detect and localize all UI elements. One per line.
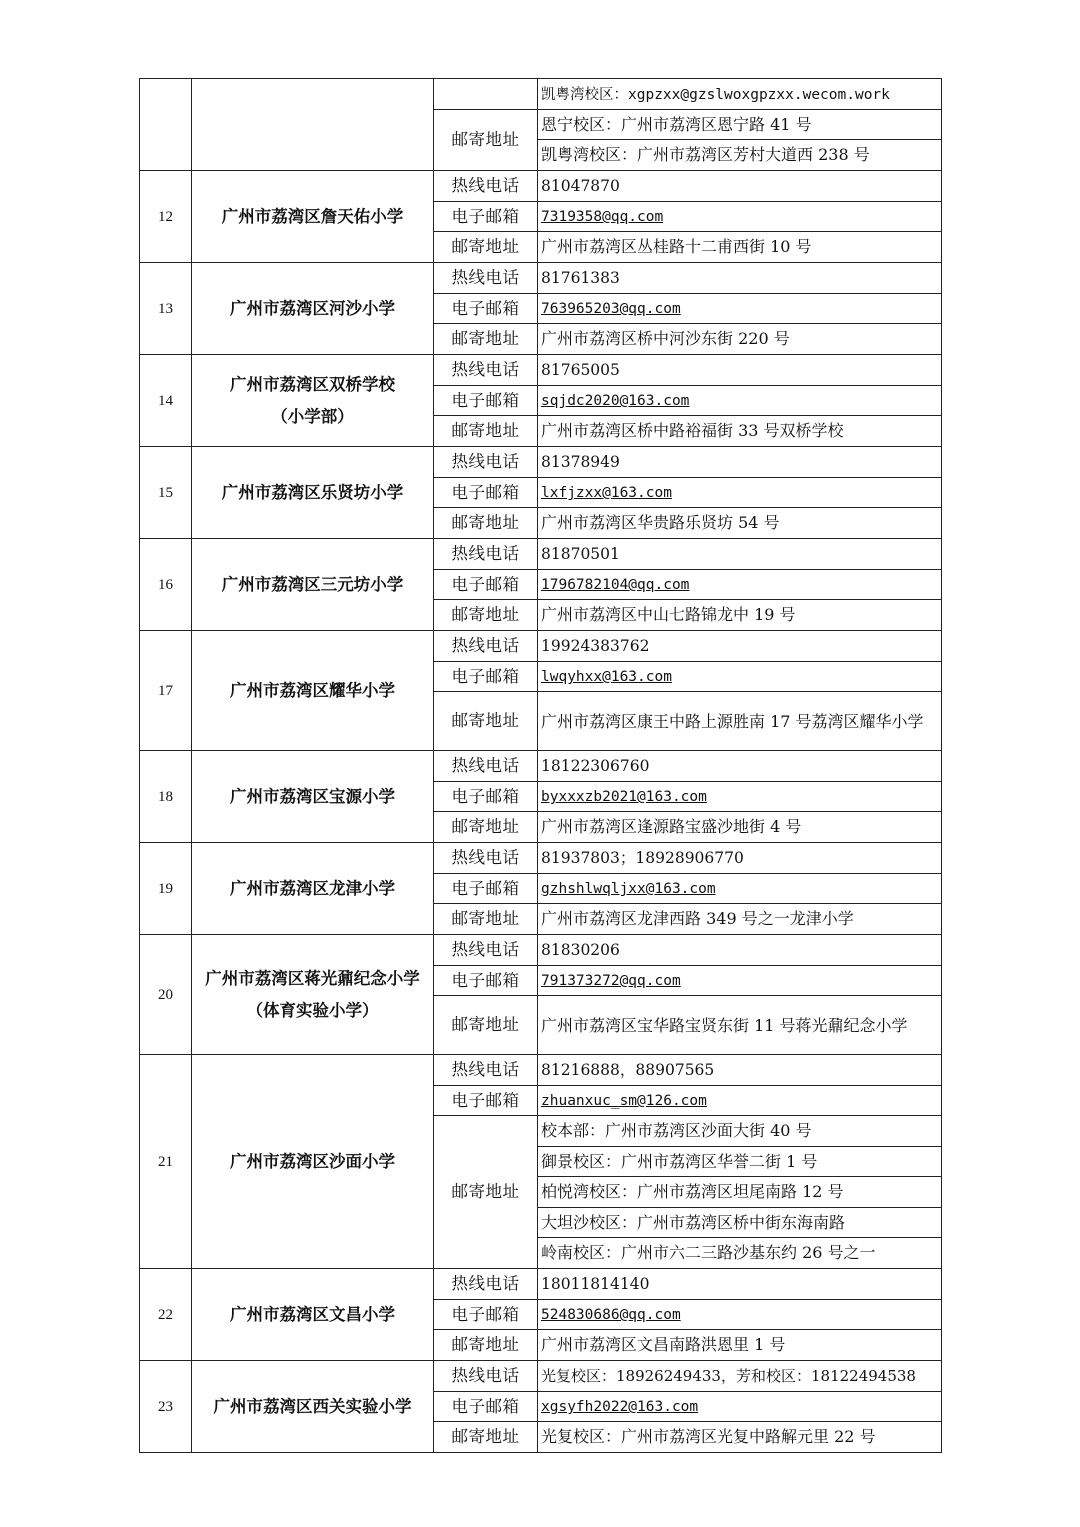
phone-value: 19924383762 [538,631,942,662]
school-name: 广州市荔湾区宝源小学 [192,751,434,843]
school-name: 广州市荔湾区龙津小学 [192,843,434,935]
mail-label: 邮寄地址 [434,232,538,263]
mail-value: 广州市荔湾区龙津西路 349 号之一龙津小学 [538,904,942,935]
phone-label: 热线电话 [434,631,538,662]
row-number: 16 [140,539,192,631]
email-link[interactable]: 1796782104@qq.com [538,570,942,600]
mail-value: 广州市荔湾区逢源路宝盛沙地街 4 号 [538,812,942,843]
email-label: 电子邮箱 [434,202,538,232]
phone-label: 热线电话 [434,843,538,874]
email-link[interactable]: byxxxzb2021@163.com [538,782,942,812]
row-number: 23 [140,1361,192,1453]
mail-value: 广州市荔湾区桥中路裕福街 33 号双桥学校 [538,416,942,447]
mail-label: 邮寄地址 [434,1422,538,1453]
mail-label: 邮寄地址 [434,692,538,751]
mail-value: 广州市荔湾区桥中河沙东街 220 号 [538,324,942,355]
mail-value: 恩宁校区：广州市荔湾区恩宁路 41 号 [538,110,942,140]
school-name: 广州市荔湾区文昌小学 [192,1269,434,1361]
table-row [140,1055,942,1086]
table-row [140,751,942,782]
mail-value: 校本部：广州市荔湾区沙面大街 40 号 [538,1116,942,1147]
school-name-cell [192,355,434,447]
email-link[interactable]: sqjdc2020@163.com [538,386,942,416]
phone-label: 热线电话 [434,539,538,570]
email-label: 电子邮箱 [434,662,538,692]
mail-value: 广州市荔湾区康王中路上源胜南 17 号荔湾区耀华小学 [538,692,942,751]
phone-value: 18122306760 [538,751,942,782]
phone-label: 热线电话 [434,1055,538,1086]
row-number: 13 [140,263,192,355]
table-row [140,1361,942,1392]
phone-value: 18011814140 [538,1269,942,1300]
row-number: 12 [140,171,192,263]
phone-label: 热线电话 [434,751,538,782]
row-number: 17 [140,631,192,751]
email-label: 电子邮箱 [434,1086,538,1116]
phone-value: 81378949 [538,447,942,478]
row-number: 15 [140,447,192,539]
mail-value: 广州市荔湾区文昌南路洪恩里 1 号 [538,1330,942,1361]
table-row [140,1269,942,1300]
email-link[interactable]: lxfjzxx@163.com [538,478,942,508]
school-name: 广州市荔湾区沙面小学 [192,1055,434,1269]
mail-value: 广州市荔湾区丛桂路十二甫西街 10 号 [538,232,942,263]
email-link[interactable]: 763965203@qq.com [538,294,942,324]
phone-value: 81047870 [538,171,942,202]
row-number: 18 [140,751,192,843]
phone-value: 81830206 [538,935,942,966]
phone-value: 81765005 [538,355,942,386]
mail-label: 邮寄地址 [434,812,538,843]
table-row [140,79,942,110]
table-row [140,843,942,874]
phone-value: 81870501 [538,539,942,570]
phone-label: 热线电话 [434,355,538,386]
mail-label: 邮寄地址 [434,110,538,171]
row-number-cell [140,79,192,171]
school-name: 广州市荔湾区詹天佑小学 [192,171,434,263]
email-link[interactable]: gzhshlwqljxx@163.com [538,874,942,904]
email-label: 电子邮箱 [434,1392,538,1422]
email-link[interactable]: xgsyfh2022@163.com [538,1392,942,1422]
school-name: 广州市荔湾区西关实验小学 [192,1361,434,1453]
email-label: 电子邮箱 [434,294,538,324]
email-value: 凯粤湾校区：xgpzxx@gzslwoxgpzxx.wecom.work [538,79,942,110]
table-row [140,171,942,202]
row-number: 19 [140,843,192,935]
mail-label: 邮寄地址 [434,904,538,935]
email-link[interactable]: 7319358@qq.com [538,202,942,232]
email-label: 电子邮箱 [434,966,538,996]
mail-label: 邮寄地址 [434,324,538,355]
email-label: 电子邮箱 [434,782,538,812]
phone-label: 热线电话 [434,447,538,478]
row-number: 14 [140,355,192,447]
table-row [140,935,942,966]
phone-value: 81761383 [538,263,942,294]
mail-label: 邮寄地址 [434,600,538,631]
phone-label: 热线电话 [434,171,538,202]
school-name-sub: （小学部） [271,406,354,426]
school-name: 广州市荔湾区河沙小学 [192,263,434,355]
school-name: 广州市荔湾区双桥学校 [230,374,395,394]
email-label: 电子邮箱 [434,1300,538,1330]
label-cell [434,79,538,110]
phone-label: 热线电话 [434,263,538,294]
email-link[interactable]: 524830686@qq.com [538,1300,942,1330]
mail-value: 御景校区：广州市荔湾区华誉二街 1 号 [538,1147,942,1177]
school-name: 广州市荔湾区蒋光鼐纪念小学 [205,968,420,988]
table-row [140,539,942,570]
mail-value: 柏悦湾校区：广州市荔湾区坦尾南路 12 号 [538,1177,942,1208]
mail-value: 凯粤湾校区：广州市荔湾区芳村大道西 238 号 [538,140,942,171]
mail-value: 广州市荔湾区宝华路宝贤东街 11 号蒋光鼐纪念小学 [538,996,942,1055]
email-link[interactable]: lwqyhxx@163.com [538,662,942,692]
phone-label: 热线电话 [434,935,538,966]
row-number: 21 [140,1055,192,1269]
mail-label: 邮寄地址 [434,508,538,539]
phone-value: 81937803；18928906770 [538,843,942,874]
row-number: 22 [140,1269,192,1361]
table-row [140,631,942,662]
mail-value: 光复校区：广州市荔湾区光复中路解元里 22 号 [538,1422,942,1453]
mail-value: 岭南校区：广州市六二三路沙基东约 26 号之一 [538,1238,942,1269]
mail-value: 广州市荔湾区中山七路锦龙中 19 号 [538,600,942,631]
school-name: 广州市荔湾区耀华小学 [192,631,434,751]
phone-value: 光复校区：18926249433，芳和校区：18122494538 [538,1361,942,1392]
email-label: 电子邮箱 [434,570,538,600]
email-label: 电子邮箱 [434,874,538,904]
school-name-sub: （体育实验小学） [246,1000,379,1020]
school-contact-table [139,78,942,1453]
email-link[interactable]: 791373272@qq.com [538,966,942,996]
school-name: 广州市荔湾区乐贤坊小学 [192,447,434,539]
email-label: 电子邮箱 [434,386,538,416]
mail-label: 邮寄地址 [434,1116,538,1269]
mail-value: 广州市荔湾区华贵路乐贤坊 54 号 [538,508,942,539]
mail-label: 邮寄地址 [434,1330,538,1361]
phone-label: 热线电话 [434,1361,538,1392]
table-row [140,447,942,478]
email-label: 电子邮箱 [434,478,538,508]
table-row [140,355,942,386]
row-number: 20 [140,935,192,1055]
phone-value: 81216888，88907565 [538,1055,942,1086]
school-name-cell [192,79,434,171]
mail-label: 邮寄地址 [434,996,538,1055]
school-name-cell [192,935,434,1055]
email-link[interactable]: zhuanxuc_sm@126.com [538,1086,942,1116]
school-name: 广州市荔湾区三元坊小学 [192,539,434,631]
phone-label: 热线电话 [434,1269,538,1300]
mail-label: 邮寄地址 [434,416,538,447]
table-row [140,263,942,294]
mail-value: 大坦沙校区：广州市荔湾区桥中街东海南路 [538,1208,942,1238]
